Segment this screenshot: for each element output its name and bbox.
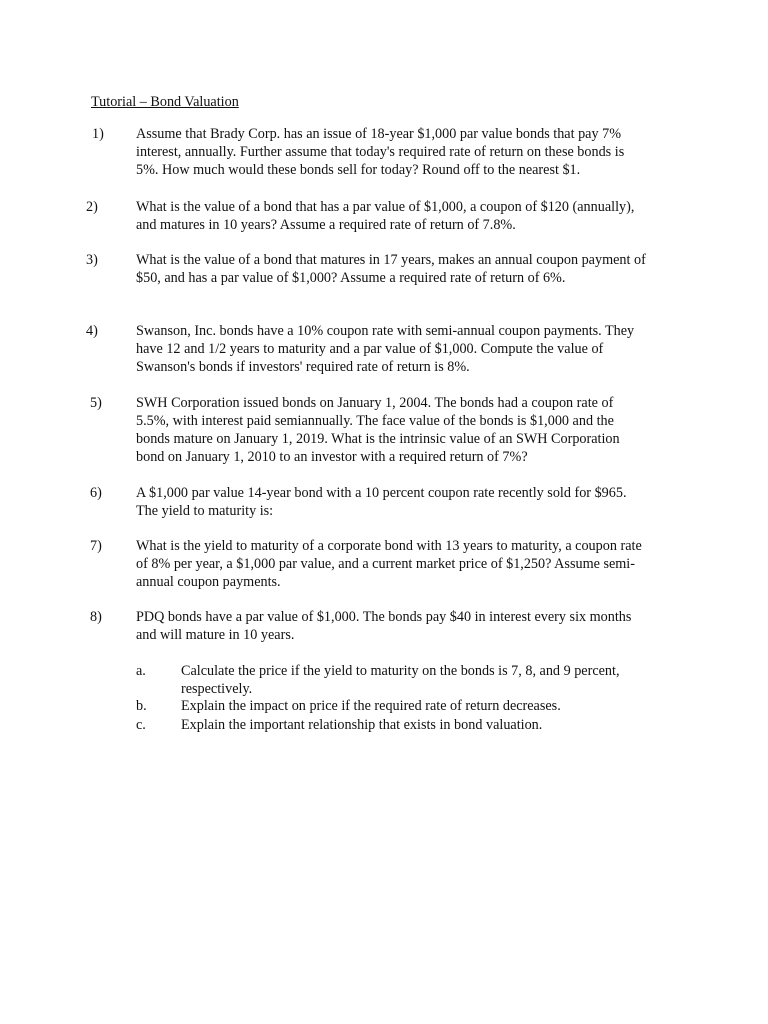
- question-number: 2): [86, 199, 98, 215]
- question-line: Assume that Brady Corp. has an issue of 18-year $1,000 par value bonds that pay 7%: [136, 126, 622, 142]
- question-number: 5): [90, 395, 102, 411]
- question-line: PDQ bonds have a par value of $1,000. The bonds pay $40 in interest every six months: [136, 609, 632, 625]
- question-number: 7): [90, 538, 102, 554]
- question-line: and will mature in 10 years.: [136, 627, 295, 643]
- question-line: Swanson's bonds if investors' required rate of return is 8%.: [136, 359, 470, 375]
- document-title: Tutorial – Bond Valuation: [91, 94, 239, 110]
- subitem-line: respectively.: [181, 681, 253, 697]
- question-number: 8): [90, 609, 102, 625]
- question-text: [136, 484, 681, 520]
- question-line: A $1,000 par value 14-year bond with a 10 percent coupon rate recently sold for $965.: [136, 485, 627, 501]
- question-line: What is the value of a bond that has a par value of $1,000, a coupon of $120 (annually),: [136, 199, 635, 215]
- subitem-text: [181, 662, 681, 698]
- subitem-text: [181, 716, 681, 734]
- subitem-text: [181, 697, 681, 715]
- question-line: bond on January 1, 2010 to an investor with a required return of 7%?: [136, 449, 528, 465]
- question-line: of 8% per year, a $1,000 par value, and a current market price of $1,250? Assume semi-: [136, 556, 635, 572]
- subitem-letter: b.: [136, 698, 147, 714]
- question-line: 5.5%, with interest paid semiannually. The face value of the bonds is $1,000 and the: [136, 413, 614, 429]
- question-number: 1): [92, 126, 104, 142]
- question-line: annual coupon payments.: [136, 574, 281, 590]
- question-line: The yield to maturity is:: [136, 503, 274, 519]
- question-text: [136, 322, 681, 376]
- question-line: 5%. How much would these bonds sell for today? Round off to the nearest $1.: [136, 162, 581, 178]
- question-text: [136, 251, 681, 287]
- question-number: 6): [90, 485, 102, 501]
- subitem-line: Explain the impact on price if the required rate of return decreases.: [181, 698, 561, 714]
- question-text: [136, 198, 681, 234]
- question-line: have 12 and 1/2 years to maturity and a par value of $1,000. Compute the value of: [136, 341, 604, 357]
- subitem-line: Explain the important relationship that exists in bond valuation.: [181, 717, 543, 733]
- question-number: 4): [86, 323, 98, 339]
- question-line: What is the value of a bond that matures in 17 years, makes an annual coupon payment of: [136, 252, 646, 268]
- question-number: 3): [86, 252, 98, 268]
- subitem-letter: c.: [136, 717, 146, 733]
- question-text: [136, 608, 681, 644]
- question-line: and matures in 10 years? Assume a required rate of return of 7.8%.: [136, 217, 516, 233]
- question-line: SWH Corporation issued bonds on January 1, 2004. The bonds had a coupon rate of: [136, 395, 614, 411]
- question-line: $50, and has a par value of $1,000? Assume a required rate of return of 6%.: [136, 270, 566, 286]
- question-line: Swanson, Inc. bonds have a 10% coupon rate with semi-annual coupon payments. They: [136, 323, 635, 339]
- question-line: What is the yield to maturity of a corporate bond with 13 years to maturity, a coupon rate: [136, 538, 642, 554]
- question-text: [136, 394, 681, 466]
- question-text: [136, 537, 681, 591]
- question-line: interest, annually. Further assume that today's required rate of return on these bonds is: [136, 144, 625, 160]
- question-line: bonds mature on January 1, 2019. What is the intrinsic value of an SWH Corporation: [136, 431, 620, 447]
- subitem-letter: a.: [136, 663, 146, 679]
- subitem-line: Calculate the price if the yield to maturity on the bonds is 7, 8, and 9 percent,: [181, 663, 620, 679]
- question-text: [136, 125, 681, 179]
